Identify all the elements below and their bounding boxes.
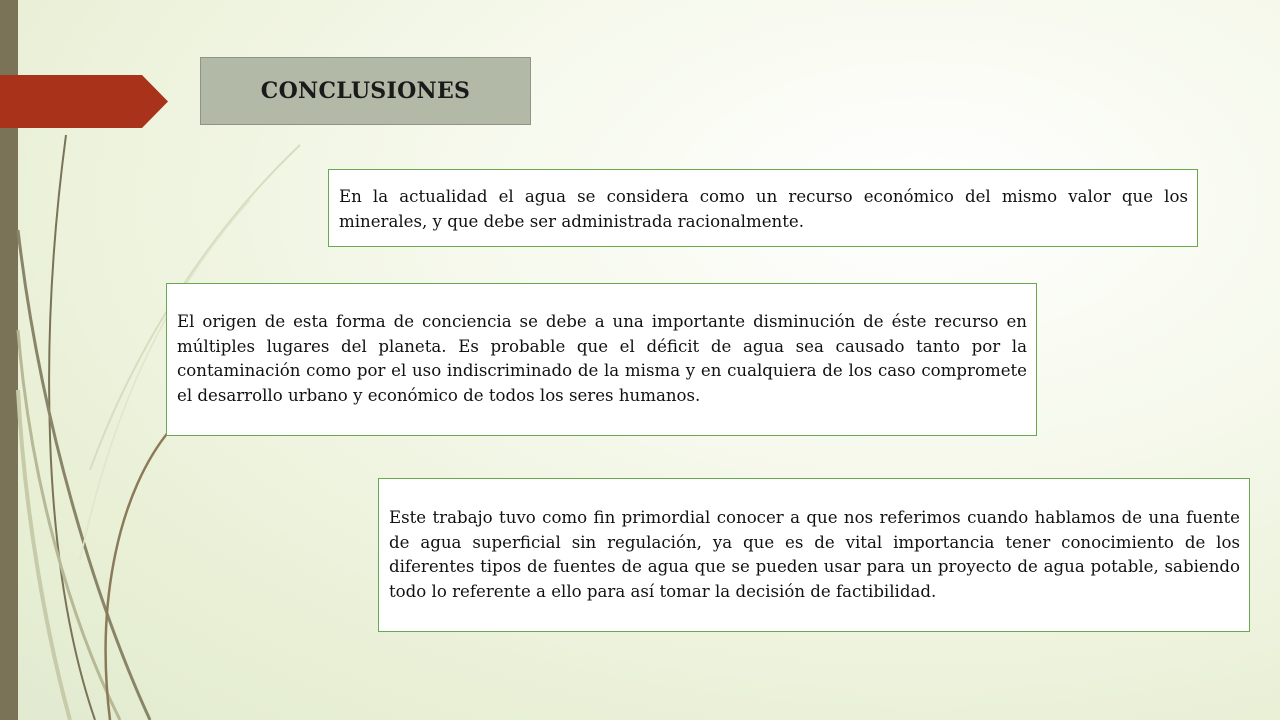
conclusion-paragraph-3: Este trabajo tuvo como fin primordial conocer a que nos referimos cuando hablamos de una fuente de agua superficial sin regulación, ya que es de vital importancia tener conocimiento de los diferentes tipos de fuentes de agua que se pueden usar para un proyecto de agua potable, sabiendo todo lo referente a ello para así tomar la decisión de factibilidad. — [389, 508, 1240, 601]
conclusion-box-2 — [166, 283, 1037, 436]
conclusion-box-3 — [378, 478, 1250, 632]
conclusion-paragraph-2: El origen de esta forma de conciencia se debe a una importante disminución de éste recurso en múltiples lugares del planeta. Es probable que el déficit de agua sea causado tanto por la contaminación como por el uso indiscriminado de la misma y en cualquiera de los caso compromete el desarrollo urbano y económico de todos los seres humanos. — [177, 312, 1027, 405]
title-box — [200, 57, 531, 125]
red-arrow-banner — [0, 75, 168, 128]
slide-title: CONCLUSIONES — [260, 78, 471, 104]
conclusion-paragraph-1: En la actualidad el agua se considera como un recurso económico del mismo valor que los minerales, y que debe ser administrada racionalmente. — [339, 187, 1188, 231]
conclusion-box-1 — [328, 169, 1198, 247]
